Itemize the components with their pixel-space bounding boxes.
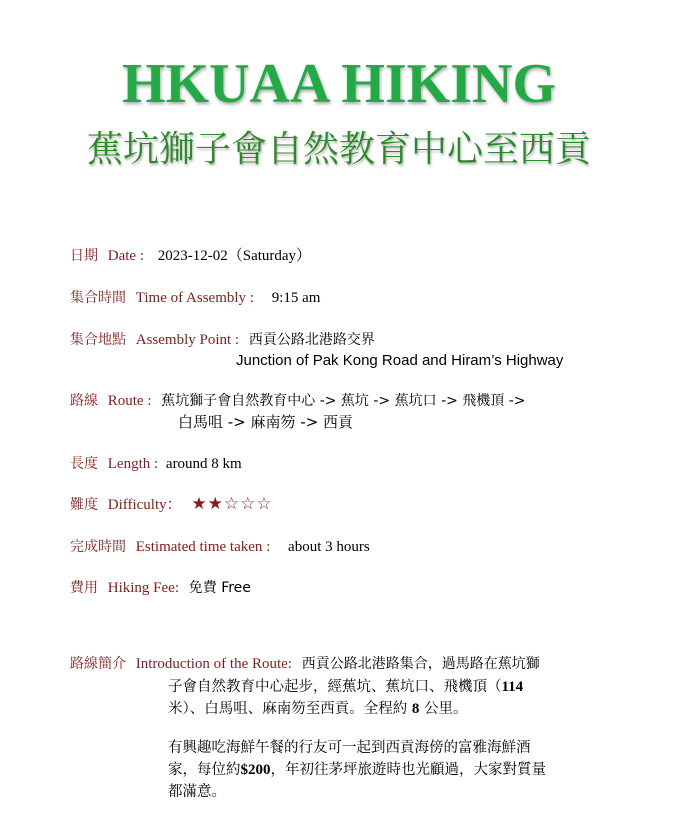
assembly-point-label-en: Assembly Point :: [135, 332, 240, 348]
intro-label-zh: 路線簡介: [70, 656, 126, 672]
difficulty-label-en: Difficulty：: [107, 497, 182, 513]
assembly-time-value: 9:15 am: [271, 290, 321, 306]
intro-price: $200: [240, 762, 271, 778]
intro-distance: 8: [411, 701, 420, 717]
length-row: [70, 454, 242, 474]
page-title: HKUAA HIKING: [121, 53, 557, 115]
route-row: [70, 391, 526, 411]
intro-p2-line-2a: 家，每位約: [168, 762, 241, 778]
fee-label-zh: 費用: [70, 580, 98, 596]
difficulty-row: [70, 494, 273, 515]
difficulty-label-zh: 難度: [70, 497, 98, 513]
intro-p2-line-1: 有興趣吃海鮮午餐的行友可一起到西貢海傍的富雅海鮮酒: [168, 740, 531, 756]
assembly-time-label-en: Time of Assembly :: [135, 290, 254, 306]
intro-p2-line-2: [168, 759, 608, 781]
fee-row: [70, 578, 251, 598]
length-value: around 8 km: [165, 456, 242, 472]
intro-p1-line-3: [168, 698, 608, 720]
assembly-time-row: [70, 288, 320, 308]
page-subtitle: 蕉坑獅子會自然教育中心至西貢: [86, 129, 591, 170]
time-taken-label-zh: 完成時間: [70, 539, 126, 555]
intro-p1-line-3b: 公里。: [423, 701, 468, 717]
intro-row: [70, 654, 540, 674]
assembly-point-value-en: Junction of Pak Kong Road and Hiram’s Highway: [236, 352, 564, 369]
fee-value: 免費 Free: [188, 580, 251, 596]
route-label-en: Route :: [107, 393, 152, 409]
assembly-point-row: [70, 330, 375, 350]
difficulty-stars: ★★☆☆☆: [191, 494, 273, 514]
intro-p1-line-1: 西貢公路北港路集合，過馬路在蕉坑獅: [301, 656, 540, 672]
assembly-time-label-zh: 集合時間: [70, 290, 126, 306]
date-label-en: Date :: [107, 248, 144, 264]
date-row: [70, 246, 311, 266]
fee-label-en: Hiking Fee:: [107, 580, 179, 596]
assembly-point-label-zh: 集合地點: [70, 332, 126, 348]
date-label-zh: 日期: [70, 248, 98, 264]
intro-label-en: Introduction of the Route:: [135, 656, 292, 672]
time-taken-label-en: Estimated time taken :: [135, 539, 271, 555]
length-label-en: Length :: [107, 456, 159, 472]
length-label-zh: 長度: [70, 456, 98, 472]
time-taken-row: [70, 537, 370, 557]
intro-p1-line-3a: 米）、白馬咀、麻南笏至西貢。全程約: [168, 701, 408, 717]
intro-p1-line-2-text: 子會自然教育中心起步，經蕉坑、蕉坑口、飛機頂（: [168, 679, 502, 695]
intro-p1-line-2: [168, 676, 608, 698]
time-taken-value: about 3 hours: [288, 539, 370, 555]
assembly-point-value-zh: 西貢公路北港路交界: [248, 332, 375, 348]
intro-p2-line-3: 都滿意。: [168, 784, 226, 800]
date-value: 2023-12-02（Saturday）: [157, 248, 312, 264]
route-line-2: 白馬咀 -> 麻南笏 -> 西貢: [178, 413, 354, 431]
route-line-1: 蕉坑獅子會自然教育中心 -> 蕉坑 -> 蕉坑口 -> 飛機頂 ->: [161, 393, 526, 409]
route-label-zh: 路線: [70, 393, 98, 409]
intro-elevation: 114: [501, 679, 524, 695]
intro-p2-line-2b: ，年初往茅坪旅遊時也光顧過，大家對質量: [270, 762, 546, 778]
